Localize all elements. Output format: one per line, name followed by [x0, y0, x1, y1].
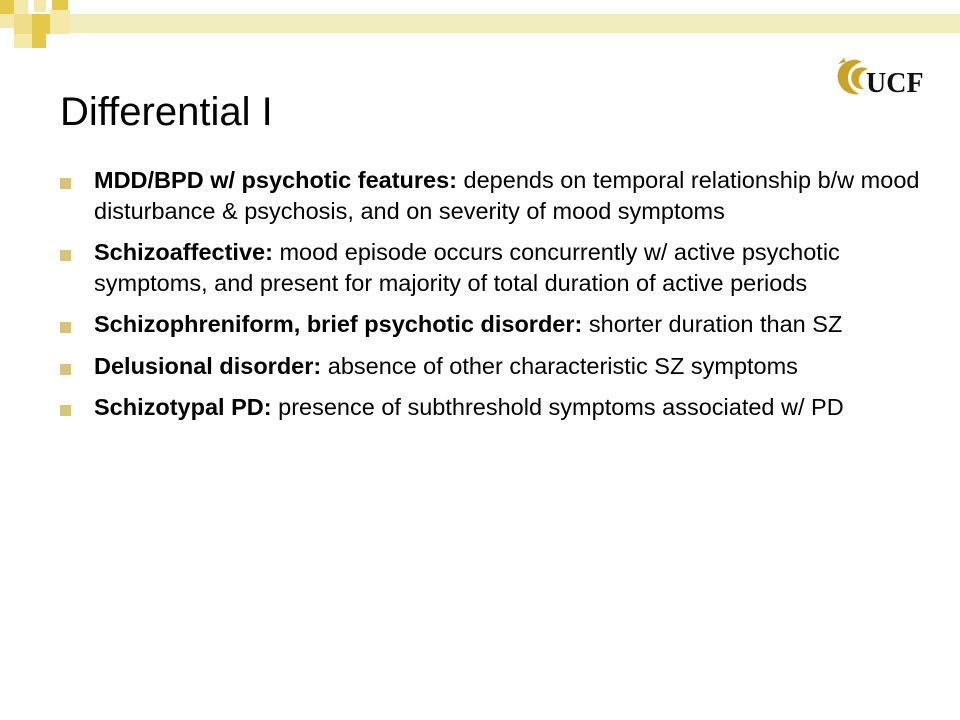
ucf-logo: [832, 56, 938, 100]
decor-square: [14, 34, 32, 48]
bullet-text: absence of other characteristic SZ symptoms: [321, 352, 798, 379]
bullet-term: Schizotypal PD:: [94, 394, 272, 420]
square-bullet-icon: [60, 405, 71, 416]
bullet-item: [60, 392, 920, 423]
bullet-term: Schizoaffective:: [94, 239, 273, 265]
bullet-list: [60, 165, 920, 434]
bullet-text: presence of subthreshold symptoms associated w/ PD: [271, 394, 844, 420]
decor-square: [52, 0, 68, 10]
bullet-term: Delusional disorder:: [94, 352, 322, 379]
bullet-text: shorter duration than SZ: [582, 311, 843, 337]
bullet-term: Schizophreniform, brief psychotic disorder:: [94, 311, 583, 337]
bullet-text: mood episode occurs concurrently w/ active psychotic symptoms, and present for majority of total duration of active periods: [94, 239, 840, 296]
decor-square: [0, 14, 14, 28]
slide-title: Differential I: [60, 90, 273, 134]
square-bullet-icon: [60, 178, 71, 189]
decor-square: [50, 10, 70, 34]
decor-square: [32, 34, 46, 48]
square-bullet-icon: [60, 322, 71, 333]
ucf-logo-text: UCF: [866, 68, 924, 99]
square-bullet-icon: [60, 364, 71, 375]
decor-square: [14, 0, 28, 14]
bullet-item: [60, 165, 920, 226]
square-bullet-icon: [60, 250, 71, 261]
bullet-item: [60, 351, 920, 382]
decor-square: [34, 0, 46, 12]
decor-square: [32, 14, 50, 34]
bullet-item: [60, 309, 920, 340]
bullet-item: [60, 237, 920, 298]
bullet-text: depends on temporal relationship b/w mood disturbance & psychosis, and on severity of mood symptoms: [94, 167, 920, 224]
decor-square: [0, 0, 14, 14]
decor-square: [14, 14, 32, 34]
header-band: [70, 14, 960, 33]
bullet-term: MDD/BPD w/ psychotic features:: [94, 167, 458, 193]
